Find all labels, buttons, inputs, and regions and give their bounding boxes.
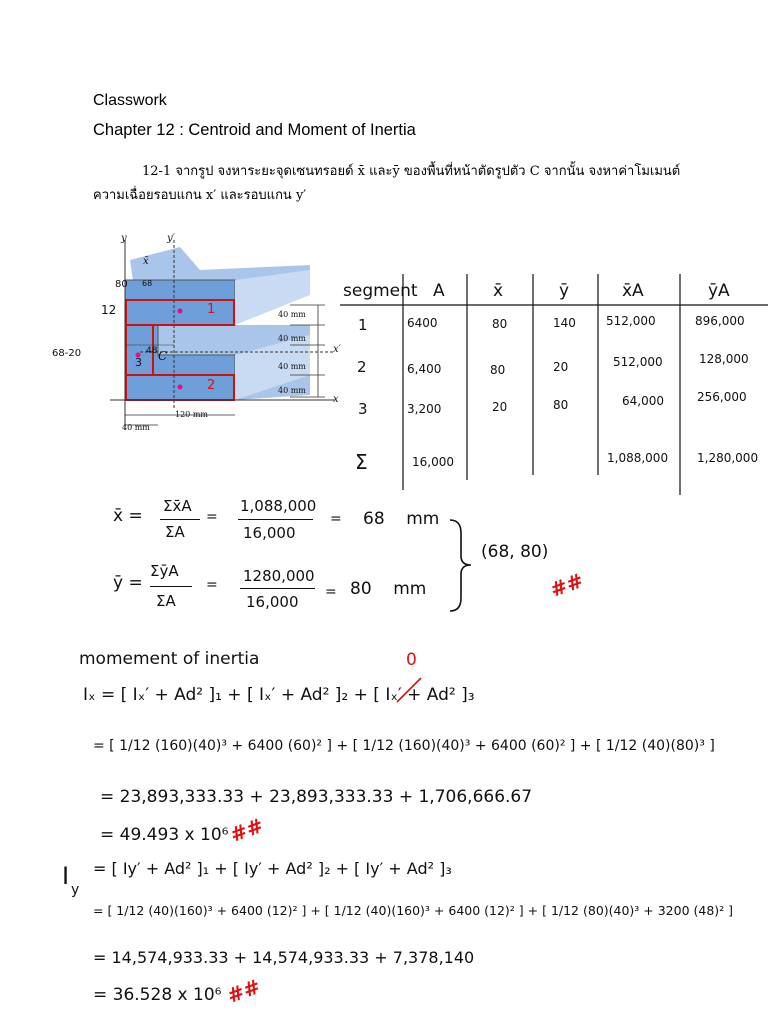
- xbar-den: ΣA: [165, 523, 185, 541]
- fig-seg-2: 2: [207, 378, 216, 393]
- table-sum-ybara: 1,280,000: [697, 451, 759, 465]
- iy-substitution: = [ 1/12 (40)(160)³ + 6400 (12)² ] + [ 1/12 (40)(160)³ + 6400 (12)² ] + [ 1/12 (80)(40)³ + 3200 (48)² ]: [93, 903, 734, 918]
- fig-dim-40-2: 40 mm: [278, 334, 306, 343]
- iy-result: = 36.528 x 10⁶: [93, 985, 222, 1005]
- xbar-num2: 1,088,000: [240, 497, 317, 515]
- inertia-heading: momement of inertia: [79, 649, 260, 669]
- fig-note-12: 12: [101, 303, 117, 317]
- xbar-num: Σx̄A: [163, 497, 192, 515]
- table-r3-xbar: 20: [492, 400, 508, 414]
- ix-zero-note: 0: [406, 650, 417, 670]
- problem-line-2: ความเฉื่อยรอบแกน x′ และรอบแกน y′: [93, 188, 307, 203]
- table-r3-seg: 3: [358, 400, 368, 418]
- table-r1-ybar: 140: [553, 316, 576, 330]
- ybar-eq: =: [206, 577, 218, 593]
- table-r3-a: 3,200: [407, 402, 442, 416]
- problem-line-1: 12-1 จากรูป จงหาระยะจุดเซนทรอยด์ x̄ และȳ ของพื้นที่หน้าตัดรูปตัว C จากนั้น จงหาค่าโมเมนต์: [142, 164, 681, 179]
- table-r1-seg: 1: [358, 316, 368, 334]
- xbar-result: 68 mm: [363, 509, 440, 529]
- check-mark-iy: ##: [223, 973, 264, 1009]
- table-header-xbara: x̄A: [622, 281, 644, 301]
- table-r3-ybara: 256,000: [697, 390, 747, 404]
- fig-dim-40-bottom: 40 mm: [122, 423, 150, 432]
- ybar-num: ΣȳA: [150, 562, 179, 580]
- table-header-segment: segment: [343, 281, 418, 301]
- fig-label-y: y: [121, 233, 127, 244]
- xbar-eq: =: [206, 509, 218, 525]
- centroid-pair: (68, 80): [481, 542, 549, 562]
- ybar-num2: 1280,000: [243, 567, 315, 585]
- ix-substitution: = [ 1/12 (160)(40)³ + 6400 (60)² ] + [ 1/12 (160)(40)³ + 6400 (60)² ] + [ 1/12 (40)(80)³ ]: [93, 738, 715, 754]
- fig-label-c: C: [158, 349, 168, 363]
- table-r1-ybara: 896,000: [695, 314, 745, 328]
- ix-formula: Iₓ = [ Iₓ′ + Ad² ]₁ + [ Iₓ′ + Ad² ]₂ + [ Iₓ′ + Ad² ]₃: [83, 685, 475, 705]
- table-header-a: A: [433, 281, 445, 301]
- fig-note-48: 48: [146, 346, 158, 356]
- table-r2-ybara: 128,000: [699, 352, 749, 366]
- table-r2-xbar: 80: [490, 363, 506, 377]
- segment-1-centroid-dot: [178, 309, 183, 314]
- c-section-figure: [80, 225, 350, 440]
- ybar-den2: 16,000: [246, 593, 299, 611]
- xbar-lhs: x̄ =: [113, 506, 143, 526]
- xbar-eq2: =: [330, 511, 342, 527]
- fig-note-68-20: 68-20: [52, 348, 82, 359]
- fig-note-3: 3: [135, 356, 142, 369]
- ybar-den: ΣA: [156, 592, 176, 610]
- ybar-eq2: =: [325, 584, 337, 600]
- doc-title: Classwork: [93, 92, 167, 109]
- ybar-lhs: ȳ =: [113, 573, 143, 593]
- segment-2-centroid-dot: [178, 385, 183, 390]
- table-r1-a: 6400: [407, 316, 438, 330]
- fig-seg-1: 1: [207, 302, 216, 317]
- fig-dim-120: 120 mm: [175, 410, 208, 419]
- iy-label: I: [62, 862, 70, 890]
- table-r2-ybar: 20: [553, 360, 569, 374]
- table-sum-symbol: Σ: [355, 450, 368, 474]
- ix-numeric: = 23,893,333.33 + 23,893,333.33 + 1,706,666.67: [100, 787, 533, 807]
- table-r2-xbara: 512,000: [613, 355, 663, 369]
- table-r2-a: 6,400: [407, 362, 442, 376]
- iy-numeric: = 14,574,933.33 + 14,574,933.33 + 7,378,140: [93, 948, 475, 967]
- fig-label-xbar: x̄: [143, 256, 149, 267]
- fig-label-x: x: [333, 394, 339, 405]
- fig-label-xprime: x′: [333, 344, 341, 355]
- ix-result: = 49.493 x 10⁶: [100, 825, 229, 845]
- table-sum-xbara: 1,088,000: [607, 451, 669, 465]
- table-r3-ybar: 80: [553, 398, 569, 412]
- table-r3-xbara: 64,000: [622, 394, 664, 408]
- table-header-ybara: ȳA: [708, 281, 730, 301]
- table-r1-xbar: 80: [492, 317, 508, 331]
- table-r2-seg: 2: [357, 358, 367, 376]
- ybar-result: 80 mm: [350, 579, 427, 599]
- iy-subscript: y: [71, 882, 80, 898]
- centroid-brace: [447, 518, 477, 617]
- fig-dim-40-4: 40 mm: [278, 386, 306, 395]
- check-mark-centroid: ##: [546, 567, 587, 603]
- fig-note-80: 80: [115, 279, 128, 290]
- fig-dim-40-1: 40 mm: [278, 310, 306, 319]
- table-header-xbar: x̄: [493, 281, 504, 301]
- fig-dim-40-3: 40 mm: [278, 362, 306, 371]
- fig-note-68: 68: [142, 279, 153, 288]
- xbar-den2: 16,000: [243, 524, 296, 542]
- table-sum-a: 16,000: [412, 455, 454, 469]
- iy-formula: = [ Iy′ + Ad² ]₁ + [ Iy′ + Ad² ]₂ + [ Iy′ + Ad² ]₃: [93, 859, 452, 878]
- chapter-title: Chapter 12 : Centroid and Moment of Inertia: [93, 121, 416, 139]
- c-section-drawing: [80, 225, 350, 440]
- table-header-ybar: ȳ: [559, 281, 570, 301]
- table-r1-xbara: 512,000: [606, 314, 656, 328]
- check-mark-ix: ##: [226, 812, 267, 848]
- fig-label-yprime: y′: [167, 233, 175, 244]
